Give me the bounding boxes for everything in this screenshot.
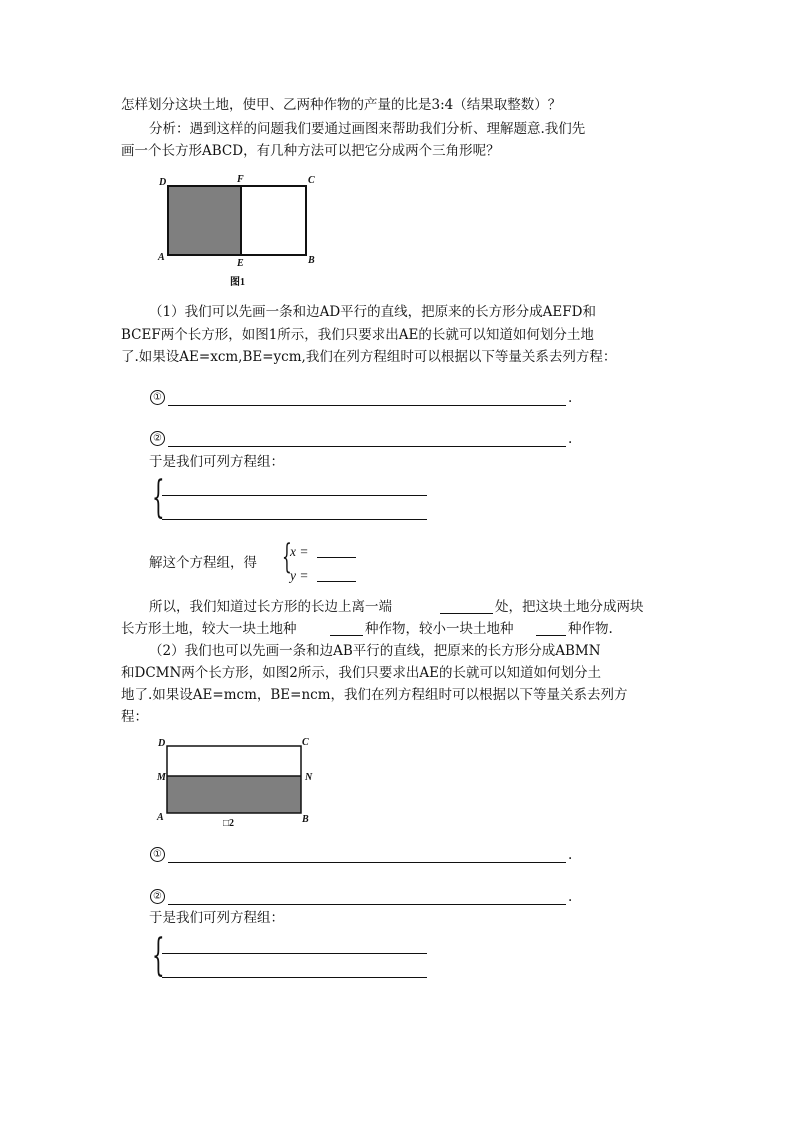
analysis-line-1: 分析：遇到这样的问题我们要通过画图来帮助我们分析、理解题意.我们先 [149, 121, 586, 137]
part1-blank-2[interactable] [168, 446, 566, 447]
part1-system-intro: 于是我们可列方程组： [149, 454, 284, 470]
part2-system-brace: { [152, 930, 165, 981]
part2-system-intro: 于是我们可列方程组： [149, 910, 284, 926]
fig1-label-e: E [237, 258, 244, 269]
question-line: 怎样划分这块土地，使甲、乙两种作物的产量的比是3:4（结果取整数）？ [121, 97, 562, 113]
figure-2-shaded-rect [167, 776, 301, 813]
fig1-label-c: C [308, 175, 315, 186]
part2-period-2: . [568, 889, 573, 905]
fig2-label-m: M [157, 772, 166, 783]
analysis-line-2: 画一个长方形ABCD，有几种方法可以把它分成两个三角形呢？ [121, 143, 500, 159]
part1-eq-mark-2: ② [150, 431, 165, 446]
fig2-label-c: C [302, 737, 309, 748]
figure-1-diagram [150, 172, 330, 287]
part2-system-blank-2[interactable] [162, 977, 427, 978]
part1-system-blank-2[interactable] [162, 519, 427, 520]
fig1-label-d: D [159, 177, 167, 188]
fig1-label-b: B [308, 255, 315, 266]
figure-1 [150, 172, 330, 287]
part1-blank-1[interactable] [168, 405, 566, 406]
part1-distance-blank[interactable] [440, 613, 493, 614]
part1-period-2: . [568, 431, 573, 447]
part1-line-2: BCEF两个长方形，如图1所示，我们只要求出AE的长就可以知道如何划分土地 [121, 327, 594, 343]
part2-blank-1[interactable] [168, 862, 566, 863]
part1-conclusion-1b: 处，把这块土地分成两块 [495, 599, 644, 615]
fig2-caption: □2 [223, 818, 235, 829]
part1-system-blank-1[interactable] [162, 495, 427, 496]
part2-eq-mark-2: ② [150, 889, 165, 904]
part1-conclusion-1a: 所以，我们知道过长方形的长边上离一端 [149, 599, 392, 615]
fig2-label-n: N [305, 772, 313, 783]
part2-period-1: . [568, 847, 573, 863]
part2-blank-2[interactable] [168, 904, 566, 905]
part1-line-1: （1）我们可以先画一条和边AD平行的直线，把原来的长方形分成AEFD和 [149, 304, 596, 320]
part1-solve-brace: { [282, 537, 292, 577]
part2-line-4: 程： [121, 709, 148, 725]
part1-period-1: . [568, 390, 573, 406]
part1-solve-prefix: 解这个方程组，得 [149, 555, 257, 571]
part1-larger-crop-blank[interactable] [330, 635, 363, 636]
fig2-label-a: A [157, 812, 164, 823]
part2-line-3: 地了.如果设AE=mcm，BE=ncm，我们在列方程组时可以根据以下等量关系去列方 [121, 687, 628, 703]
part1-smaller-crop-blank[interactable] [536, 635, 566, 636]
part2-eq-mark-1: ① [150, 847, 165, 862]
part1-system-brace: { [152, 472, 165, 523]
fig1-label-f: F [237, 174, 244, 185]
part1-line-3: 了.如果设AE=xcm,BE=ycm,我们在列方程组时可以根据以下等量关系去列方程： [121, 349, 617, 365]
part2-system-blank-1[interactable] [162, 953, 427, 954]
figure-2 [150, 734, 330, 834]
part1-conclusion-2a: 长方形土地，较大一块土地种 [121, 621, 297, 637]
part1-conclusion-2b: 种作物，较小一块土地种 [365, 621, 514, 637]
part1-eq-mark-1: ① [150, 390, 165, 405]
part2-line-1: （2）我们也可以先画一条和边AB平行的直线，把原来的长方形分成ABMN [149, 643, 601, 659]
part1-conclusion-2c: 种作物. [568, 621, 613, 637]
fig1-label-a: A [158, 252, 165, 263]
part1-solve-x-blank[interactable] [317, 557, 356, 558]
part1-solve-y: y = [290, 568, 309, 583]
fig1-caption: 图1 [230, 277, 245, 288]
figure-1-shaded-rect [168, 186, 241, 255]
fig2-label-d: D [158, 738, 166, 749]
part1-solve-x: x = [290, 544, 309, 559]
fig2-label-b: B [302, 814, 309, 825]
part2-line-2: 和DCMN两个长方形，如图2所示，我们只要求出AE的长就可以知道如何划分土 [121, 665, 601, 681]
part1-solve-y-blank[interactable] [317, 581, 356, 582]
